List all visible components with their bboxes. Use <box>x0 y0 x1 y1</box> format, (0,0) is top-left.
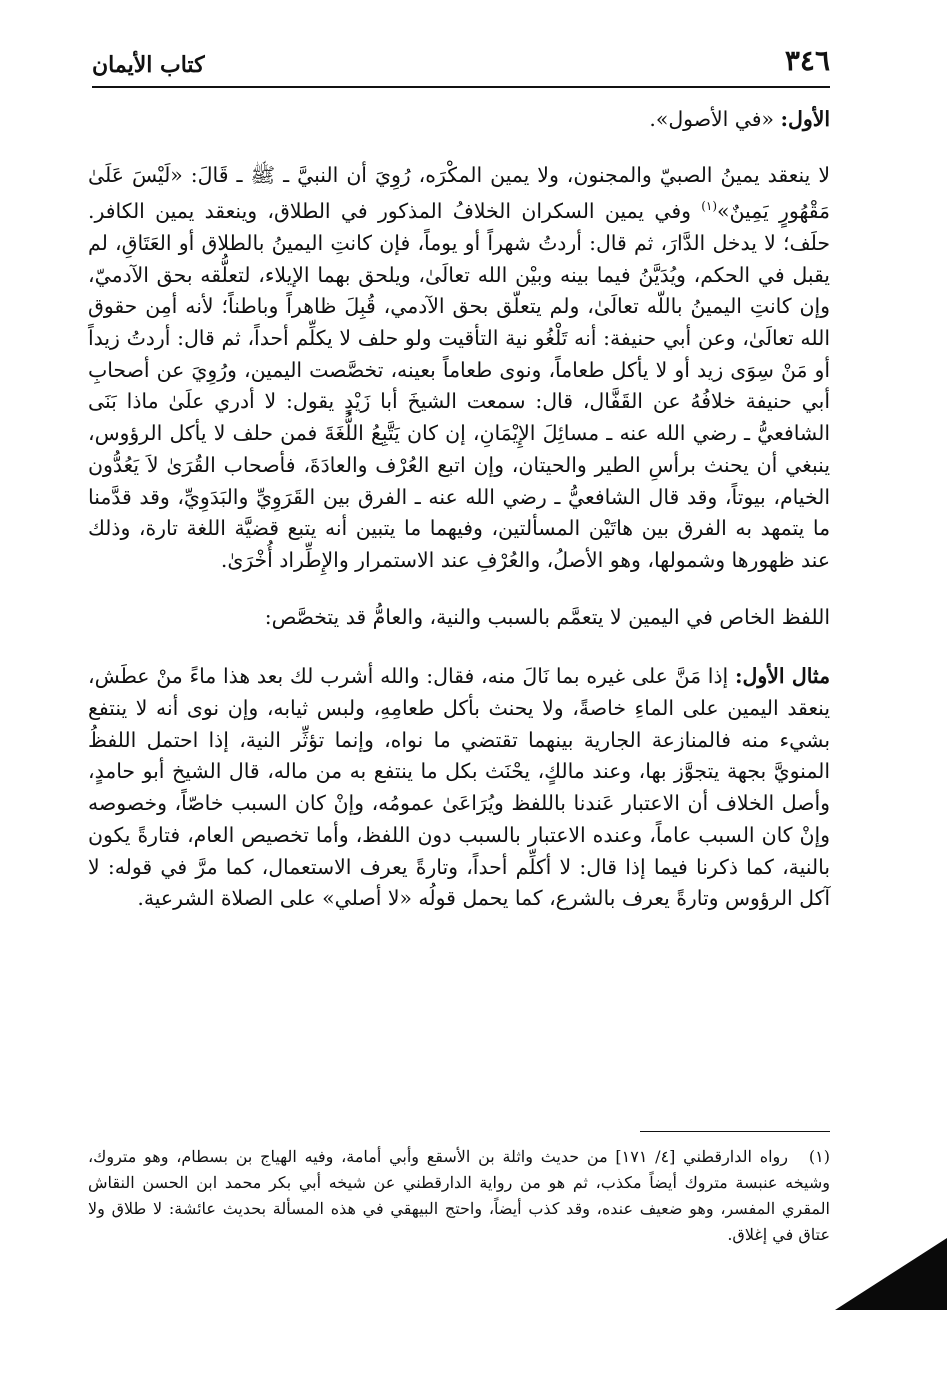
paragraph-2 <box>88 602 830 634</box>
footnote-number: (١) <box>808 1147 830 1166</box>
section-label: الأول: <box>780 107 830 131</box>
paragraph-1 <box>88 160 830 577</box>
footnote-separator <box>640 1131 830 1132</box>
example-label: مثال الأول: <box>735 664 830 689</box>
page-number: ٣٤٦ <box>784 44 830 77</box>
footnote-reference: (١) <box>701 199 718 214</box>
footnote-item <box>88 1144 830 1248</box>
running-header <box>92 38 830 88</box>
footnote-text: رواه الدارقطني [٤/ ١٧١] من حديث واثلة بن الأسقع وأبي أمامة، وفيه الهياج بن بسطام، وهو متروك، وشيخه عنبسة متروك أيضاً مكذب، ثم هو من رواية الدارقطني عن شيخه أبي بكر محمد ابن الحسن النقاش المقري المفسر، وهو ضعيف عنده، وقد كذب أيضاً، واحتج البيهقي في هذه المسألة بحديث عائشة: لا طلاق ولا عتاق في إغلاق. <box>88 1147 830 1244</box>
example-text: إذا مَنَّ على غيره بما نَالَ منه، فقال: والله أشرب لك بعد هذا ماءً منْ عطَش، ينعقد اليمين على الماءِ خاصةً، ولا يحنث بأكل طعامِهِ، ولبس ثيابه، وإن نوى أنه لا ينتفع بشيء منه فالمنازعة الجارية بينهما تقتضي ما نواه، وإنما تؤثِّر النية، إذا احتمل اللفظُ المنويَّ بجهة يتجوَّز بها، وعند مالكٍ، يحْنَث بكل ما ينتفع به من ماله، قال الشيخ أبو حامدٍ، وأصل الخلاف أن الاعتبار عَندنا باللفظ ويُرَاعَىٰ عمومُه، وإنْ كان السبب خاصّاً، وخصوصه وإنْ كان السبب عاماً، وعنده الاعتبار بالسبب دون اللفظ، وأما تخصيص العام، فتارةً يكون بالنية، كما ذكرنا فيما إذا قال: لا أكلِّم أحداً، وتارةً يعرف الاستعمال، كما مرَّ في قوله: لا آكل الرؤوس وتارةً يعرف بالشرع، كما يحمل قولُه «لا أصلي» على الصلاة الشرعية. <box>88 664 830 911</box>
rule-statement: اللفظ الخاص في اليمين لا يتعمَّم بالسبب والنية، والعامُّ قد يتخصَّص: <box>264 604 830 629</box>
scan-shadow <box>835 1238 947 1310</box>
footnotes <box>88 1144 830 1248</box>
paragraph-1-text: لا ينعقد يمينُ الصبيّ والمجنون، ولا يمين المكْرَه، رُوِيَ أن النبيَّ ـ ﷺ ـ قَالَ: «لَيْسَ عَلَىٰ مَقْهُورٍ يَمِينٌ» <box>88 162 830 224</box>
main-text <box>88 94 830 915</box>
book-title: كتاب الأيمان <box>92 52 205 78</box>
paragraph-3 <box>88 661 830 915</box>
paragraph-1-continued: وفي يمين السكران الخلافُ المذكور في الطلاق، وينعقد يمين الكافر. حلَف؛ لا يدخل الدَّارَ، ثم قال: أردتُ شهراً أو يوماً، فإن كانتِ اليمينُ بالطلاق أو العَتَاقِ، لم يقبل في الحكم، ويُدَيَّنُ فيما بينه وبيْن الله تعالَىٰ، ويلحق بهما الإيلاء، لتعلُّقه بحق الآدميّ، وإن كانتِ اليمينُ باللّه تعالَىٰ، ولم يتعلّق بحق الآدمي، قُبِلَ ظاهراً وباطناً؛ لأنه أمِن حقوق الله تعالَىٰ، وعن أبي حنيفة: أنه تَلْغُو نية التأقيت ولو حلف لا يكلِّم أحداً، ثم قال: أردتُ زيداً أو مَنْ سِوَى زيد أو لا يأكل طعاماً، ونوى طعاماً بعينه، تخصَّصت اليمين، ورُوِيَ عن أصحابِ أبي حنيفة خلافُهُ عن القَفَّال، قال: سمعت الشيخَ أبا زَيْدٍ يقول: لا أدري علَىٰ ماذا بَنَى الشافعيُّ ـ رضي الله عنه ـ مسائِلَ الإِيْمَانِ، إن كان يَتَّبِعُ اللُّغَةَ فمن حلف لا يأكل الرؤوس، ينبغي أن يحنث برأسِ الطير والحيتان، وإن اتبع العُرْف والعادَةَ، فأصحاب القُرَىٰ لاَ يَعُدُّون الخيام، بيوتاً، وقد قال الشافعيُّ ـ رضي الله عنه ـ الفرق بين القَرَوِيِّ والبَدَوِيِّ، وقد قدَّمنا ما يتمهد به الفرق بين هاتَيْن المسألتين، وفيهما ما يتبين أنه يتبع قضيَّة اللغة تارة، وذلك عند ظهورها وشمولها، وهو الأصلُ، والعُرْفِ عند الاستمرار والإِطِّراد أُخْرَىٰ. <box>88 199 830 572</box>
section-title: «في الأصول». <box>649 107 781 131</box>
section-heading <box>88 104 830 136</box>
